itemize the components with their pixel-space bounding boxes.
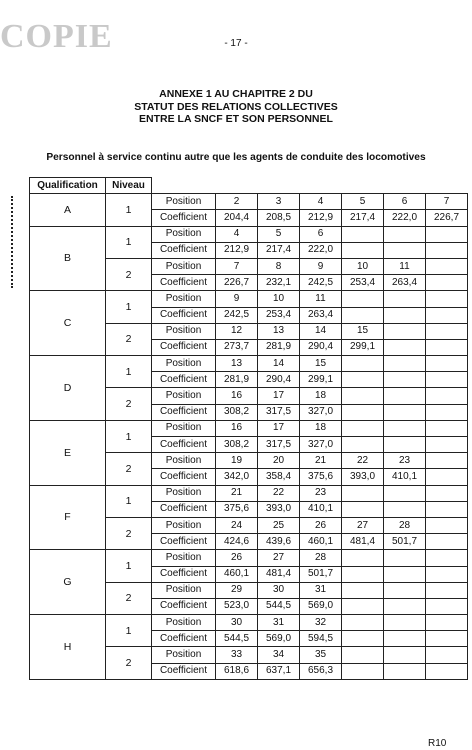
- coefficient-value: [384, 404, 426, 420]
- position-value: 35: [300, 647, 342, 663]
- position-value: 34: [258, 647, 300, 663]
- position-value: 11: [300, 291, 342, 307]
- position-value: [426, 388, 468, 404]
- coefficient-value: 656,3: [300, 663, 342, 679]
- position-value: [426, 550, 468, 566]
- coefficient-label: Coefficient: [152, 598, 216, 614]
- position-value: 23: [300, 485, 342, 501]
- position-row: [30, 420, 468, 436]
- position-label: Position: [152, 517, 216, 533]
- position-value: 33: [216, 647, 258, 663]
- position-value: 6: [384, 194, 426, 210]
- position-value: 30: [216, 615, 258, 631]
- coefficient-value: 460,1: [300, 534, 342, 550]
- niveau-cell: 1: [106, 550, 152, 582]
- coefficient-value: 393,0: [258, 501, 300, 517]
- annex-heading: [0, 88, 472, 126]
- coefficient-value: 299,1: [342, 339, 384, 355]
- coefficient-value: 317,5: [258, 437, 300, 453]
- position-value: 20: [258, 453, 300, 469]
- coefficient-label: Coefficient: [152, 663, 216, 679]
- niveau-cell: 2: [106, 258, 152, 290]
- position-value: [426, 291, 468, 307]
- position-value: 28: [384, 517, 426, 533]
- position-value: 22: [342, 453, 384, 469]
- position-value: [426, 517, 468, 533]
- position-value: 17: [258, 388, 300, 404]
- position-value: 24: [216, 517, 258, 533]
- page-number: - 17 -: [224, 38, 248, 49]
- coefficient-value: 410,1: [384, 469, 426, 485]
- position-label: Position: [152, 226, 216, 242]
- position-label: Position: [152, 550, 216, 566]
- position-label: Position: [152, 291, 216, 307]
- position-row: [30, 550, 468, 566]
- coefficient-value: [426, 404, 468, 420]
- position-value: 14: [300, 323, 342, 339]
- coefficient-value: [426, 598, 468, 614]
- coefficient-value: 501,7: [300, 566, 342, 582]
- position-value: 8: [258, 258, 300, 274]
- coefficient-value: 523,0: [216, 598, 258, 614]
- position-value: [384, 323, 426, 339]
- position-value: 12: [216, 323, 258, 339]
- position-value: 9: [216, 291, 258, 307]
- coefficient-value: 481,4: [342, 534, 384, 550]
- position-value: [384, 647, 426, 663]
- coefficient-value: [342, 404, 384, 420]
- coefficient-label: Coefficient: [152, 437, 216, 453]
- coefficient-value: 226,7: [426, 210, 468, 226]
- position-value: 13: [258, 323, 300, 339]
- coefficient-label: Coefficient: [152, 242, 216, 258]
- table-body: [30, 194, 468, 680]
- coefficient-value: 569,0: [300, 598, 342, 614]
- position-label: Position: [152, 420, 216, 436]
- coefficient-value: 327,0: [300, 404, 342, 420]
- position-value: [384, 388, 426, 404]
- position-value: 18: [300, 420, 342, 436]
- position-value: [426, 323, 468, 339]
- table-subtitle: Personnel à service continu autre que les agents de conduite des locomotives: [46, 152, 426, 163]
- coefficient-value: [384, 631, 426, 647]
- heading-line-1: ANNEXE 1 AU CHAPITRE 2 DU: [159, 88, 313, 100]
- position-value: 22: [258, 485, 300, 501]
- position-label: Position: [152, 194, 216, 210]
- position-value: [342, 485, 384, 501]
- coefficient-value: [342, 501, 384, 517]
- coefficient-value: [384, 437, 426, 453]
- heading-line-3: ENTRE LA SNCF ET SON PERSONNEL: [139, 113, 333, 125]
- coefficient-value: 222,0: [384, 210, 426, 226]
- position-row: [30, 485, 468, 501]
- coefficient-value: 460,1: [216, 566, 258, 582]
- coefficient-value: [342, 598, 384, 614]
- position-value: [426, 226, 468, 242]
- coefficient-value: 222,0: [300, 242, 342, 258]
- niveau-cell: 1: [106, 194, 152, 226]
- niveau-header: Niveau: [106, 178, 152, 194]
- coefficient-label: Coefficient: [152, 404, 216, 420]
- coefficient-value: [342, 437, 384, 453]
- position-value: [384, 582, 426, 598]
- coefficient-value: 263,4: [384, 275, 426, 291]
- position-value: [426, 453, 468, 469]
- coefficient-value: [426, 437, 468, 453]
- position-label: Position: [152, 453, 216, 469]
- coefficient-value: 242,5: [216, 307, 258, 323]
- coefficient-value: 242,5: [300, 275, 342, 291]
- position-value: 10: [258, 291, 300, 307]
- position-value: [426, 485, 468, 501]
- coefficient-value: [426, 275, 468, 291]
- position-value: [426, 420, 468, 436]
- position-label: Position: [152, 615, 216, 631]
- coefficient-value: [426, 339, 468, 355]
- position-value: 4: [300, 194, 342, 210]
- coefficient-value: 290,4: [258, 372, 300, 388]
- coefficient-label: Coefficient: [152, 534, 216, 550]
- qualification-cell: E: [30, 420, 106, 485]
- position-value: 27: [342, 517, 384, 533]
- position-label: Position: [152, 258, 216, 274]
- coefficient-label: Coefficient: [152, 210, 216, 226]
- position-label: Position: [152, 582, 216, 598]
- position-value: 14: [258, 356, 300, 372]
- position-value: [342, 226, 384, 242]
- niveau-cell: 1: [106, 420, 152, 452]
- position-value: 27: [258, 550, 300, 566]
- coefficient-label: Coefficient: [152, 631, 216, 647]
- qualification-cell: B: [30, 226, 106, 291]
- coefficient-value: 594,5: [300, 631, 342, 647]
- coefficient-value: [384, 566, 426, 582]
- niveau-cell: 2: [106, 388, 152, 420]
- position-row: [30, 226, 468, 242]
- position-value: [342, 550, 384, 566]
- niveau-cell: 2: [106, 517, 152, 549]
- coefficient-value: 308,2: [216, 437, 258, 453]
- qualification-cell: D: [30, 356, 106, 421]
- position-value: [426, 582, 468, 598]
- niveau-cell: 1: [106, 226, 152, 258]
- coefficient-value: [426, 501, 468, 517]
- coefficient-value: 481,4: [258, 566, 300, 582]
- position-value: [384, 615, 426, 631]
- position-value: [384, 420, 426, 436]
- footer-reference: R10: [428, 738, 447, 749]
- coefficient-value: 424,6: [216, 534, 258, 550]
- coefficient-value: 212,9: [300, 210, 342, 226]
- qualification-cell: F: [30, 485, 106, 550]
- position-value: 31: [300, 582, 342, 598]
- position-value: 11: [384, 258, 426, 274]
- coefficient-value: 410,1: [300, 501, 342, 517]
- position-value: 26: [216, 550, 258, 566]
- qualification-cell: H: [30, 615, 106, 680]
- position-value: [342, 291, 384, 307]
- coefficient-value: [384, 372, 426, 388]
- position-row: [30, 291, 468, 307]
- position-value: 4: [216, 226, 258, 242]
- position-value: 3: [258, 194, 300, 210]
- coefficient-value: 281,9: [258, 339, 300, 355]
- position-value: 16: [216, 388, 258, 404]
- position-value: [342, 388, 384, 404]
- position-value: [342, 647, 384, 663]
- position-value: [426, 615, 468, 631]
- coefficient-value: 317,5: [258, 404, 300, 420]
- coefficient-value: 569,0: [258, 631, 300, 647]
- coefficient-value: 501,7: [384, 534, 426, 550]
- position-value: [384, 485, 426, 501]
- coefficient-value: 299,1: [300, 372, 342, 388]
- position-value: [342, 582, 384, 598]
- coefficient-label: Coefficient: [152, 501, 216, 517]
- coefficient-label: Coefficient: [152, 339, 216, 355]
- position-value: 17: [258, 420, 300, 436]
- coefficient-value: [342, 566, 384, 582]
- coefficient-value: 618,6: [216, 663, 258, 679]
- coefficient-value: [426, 307, 468, 323]
- position-row: [30, 194, 468, 210]
- position-value: 5: [258, 226, 300, 242]
- position-value: 23: [384, 453, 426, 469]
- coefficient-value: [342, 663, 384, 679]
- coefficient-value: 439,6: [258, 534, 300, 550]
- coefficient-value: 226,7: [216, 275, 258, 291]
- coefficient-value: [426, 534, 468, 550]
- coefficient-value: 253,4: [258, 307, 300, 323]
- coefficient-value: 208,5: [258, 210, 300, 226]
- position-label: Position: [152, 388, 216, 404]
- coefficient-value: [426, 469, 468, 485]
- qualification-cell: G: [30, 550, 106, 615]
- coefficient-label: Coefficient: [152, 372, 216, 388]
- coefficient-value: 212,9: [216, 242, 258, 258]
- position-row: [30, 615, 468, 631]
- niveau-cell: 1: [106, 356, 152, 388]
- coefficient-value: [426, 631, 468, 647]
- position-label: Position: [152, 356, 216, 372]
- coefficient-value: [384, 598, 426, 614]
- position-value: 29: [216, 582, 258, 598]
- coefficient-value: 263,4: [300, 307, 342, 323]
- coefficient-value: 273,7: [216, 339, 258, 355]
- coefficient-value: 544,5: [258, 598, 300, 614]
- coefficient-value: 232,1: [258, 275, 300, 291]
- niveau-cell: 1: [106, 291, 152, 323]
- position-value: 10: [342, 258, 384, 274]
- niveau-cell: 1: [106, 615, 152, 647]
- position-value: 19: [216, 453, 258, 469]
- coefficient-value: 637,1: [258, 663, 300, 679]
- coefficient-value: [426, 566, 468, 582]
- coefficient-label: Coefficient: [152, 307, 216, 323]
- coefficient-value: 308,2: [216, 404, 258, 420]
- position-value: 9: [300, 258, 342, 274]
- position-value: 5: [342, 194, 384, 210]
- coefficient-value: [384, 339, 426, 355]
- coefficient-value: [342, 242, 384, 258]
- coefficient-value: 375,6: [216, 501, 258, 517]
- coefficient-value: [342, 307, 384, 323]
- coefficient-value: 217,4: [258, 242, 300, 258]
- qualification-header: Qualification: [30, 178, 106, 194]
- position-value: [384, 356, 426, 372]
- margin-dotted-line: [11, 196, 16, 288]
- coefficient-value: 281,9: [216, 372, 258, 388]
- position-value: 15: [342, 323, 384, 339]
- coefficient-value: [342, 631, 384, 647]
- position-value: [384, 291, 426, 307]
- coefficient-value: [384, 307, 426, 323]
- position-value: [426, 356, 468, 372]
- position-value: 28: [300, 550, 342, 566]
- niveau-cell: 2: [106, 582, 152, 614]
- coefficient-label: Coefficient: [152, 566, 216, 582]
- coefficient-value: 327,0: [300, 437, 342, 453]
- position-value: 25: [258, 517, 300, 533]
- position-value: 30: [258, 582, 300, 598]
- position-value: 18: [300, 388, 342, 404]
- position-value: [384, 550, 426, 566]
- qualification-cell: C: [30, 291, 106, 356]
- niveau-cell: 2: [106, 453, 152, 485]
- coefficient-value: [426, 372, 468, 388]
- header-spacer: [152, 178, 468, 194]
- coefficient-value: 544,5: [216, 631, 258, 647]
- coefficient-value: 393,0: [342, 469, 384, 485]
- coefficient-value: [342, 372, 384, 388]
- coefficient-value: 253,4: [342, 275, 384, 291]
- position-label: Position: [152, 647, 216, 663]
- coefficient-value: [384, 501, 426, 517]
- position-value: 16: [216, 420, 258, 436]
- position-value: [342, 420, 384, 436]
- position-value: [342, 615, 384, 631]
- position-value: 21: [300, 453, 342, 469]
- heading-line-2: STATUT DES RELATIONS COLLECTIVES: [134, 100, 338, 113]
- coefficient-table: [29, 177, 468, 680]
- coefficient-label: Coefficient: [152, 275, 216, 291]
- qualification-cell: A: [30, 194, 106, 226]
- niveau-cell: 2: [106, 323, 152, 355]
- position-value: [342, 356, 384, 372]
- niveau-cell: 1: [106, 485, 152, 517]
- position-value: [426, 647, 468, 663]
- coefficient-value: 204,4: [216, 210, 258, 226]
- position-value: 15: [300, 356, 342, 372]
- coefficient-value: [384, 663, 426, 679]
- position-value: 7: [216, 258, 258, 274]
- position-value: 7: [426, 194, 468, 210]
- coefficient-value: [426, 663, 468, 679]
- coefficient-label: Coefficient: [152, 469, 216, 485]
- coefficient-value: [426, 242, 468, 258]
- coefficient-value: 217,4: [342, 210, 384, 226]
- position-value: 6: [300, 226, 342, 242]
- copie-watermark: COPIE: [0, 18, 113, 55]
- coefficient-value: 358,4: [258, 469, 300, 485]
- coefficient-value: 375,6: [300, 469, 342, 485]
- position-value: [384, 226, 426, 242]
- coefficient-value: 290,4: [300, 339, 342, 355]
- position-value: 31: [258, 615, 300, 631]
- position-value: [426, 258, 468, 274]
- position-value: 21: [216, 485, 258, 501]
- position-value: 2: [216, 194, 258, 210]
- position-label: Position: [152, 485, 216, 501]
- position-label: Position: [152, 323, 216, 339]
- position-row: [30, 356, 468, 372]
- position-value: 32: [300, 615, 342, 631]
- niveau-cell: 2: [106, 647, 152, 679]
- header-row: [30, 178, 468, 194]
- position-value: 26: [300, 517, 342, 533]
- position-value: 13: [216, 356, 258, 372]
- coefficient-value: 342,0: [216, 469, 258, 485]
- coefficient-value: [384, 242, 426, 258]
